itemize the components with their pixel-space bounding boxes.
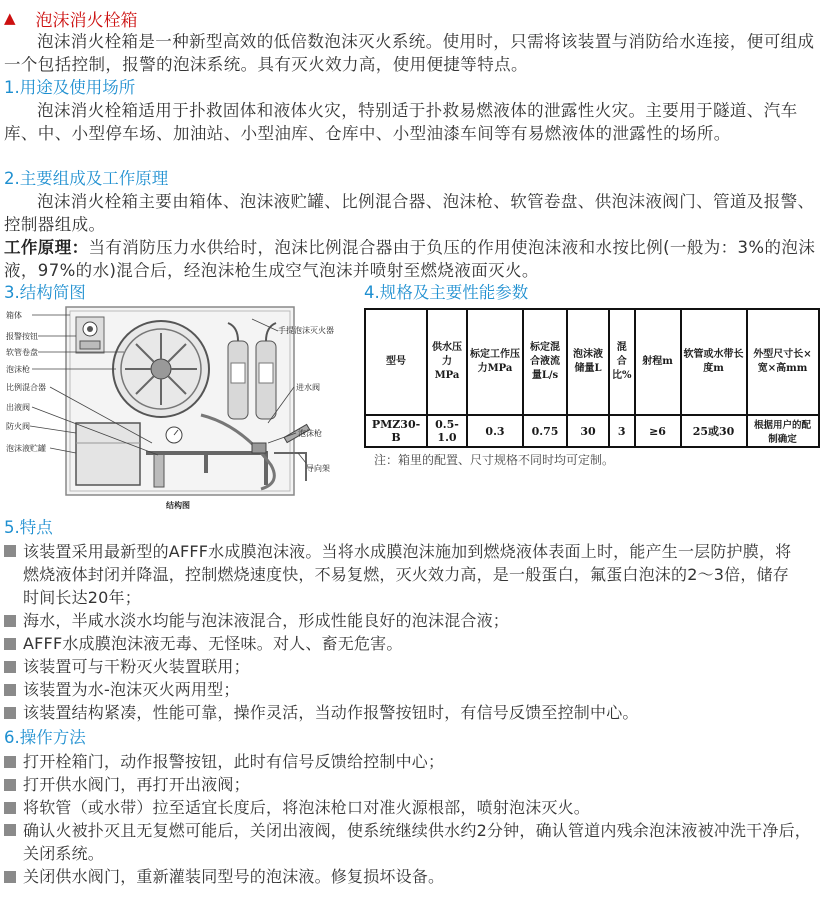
diagram-label-left-3: 泡沫枪 bbox=[6, 365, 30, 374]
square-bullet-icon bbox=[4, 756, 16, 768]
page-title: 泡沫消火栓箱 bbox=[35, 10, 138, 31]
square-bullet-icon bbox=[4, 779, 16, 791]
diagram-label-right-1: 进水阀 bbox=[296, 383, 320, 392]
operation-item bbox=[4, 750, 828, 773]
feature-item bbox=[4, 678, 828, 701]
square-bullet-icon bbox=[4, 802, 16, 814]
diagram-label-left-0: 箱体 bbox=[6, 311, 22, 320]
square-bullet-icon bbox=[4, 707, 16, 719]
spec-data-cell: 根据用户的配制确定 bbox=[747, 415, 819, 447]
operation-text: 确认火被扑灭且无复燃可能后，关闭出液阀，使系统继续供水约2分钟，确认管道内残余泡沫液被冲洗干净后，关闭系统。 bbox=[23, 821, 811, 863]
square-bullet-icon bbox=[4, 824, 16, 836]
section-3-heading: 3.结构简图 bbox=[4, 283, 86, 302]
diagram-label-left-4: 比例混合器 bbox=[6, 383, 46, 392]
section-2-heading: 2.主要组成及工作原理 bbox=[4, 169, 169, 188]
spec-table bbox=[364, 308, 820, 448]
spec-header-cell: 外型尺寸长×宽×高mm bbox=[747, 309, 819, 415]
section-1-heading: 1.用途及使用场所 bbox=[4, 78, 136, 97]
square-bullet-icon bbox=[4, 661, 16, 673]
spec-table-wrap bbox=[364, 308, 820, 448]
feature-item bbox=[4, 540, 828, 609]
operation-item bbox=[4, 773, 828, 796]
operation-text: 关闭供水阀门，重新灌装同型号的泡沫液。修复损坏设备。 bbox=[23, 867, 445, 886]
square-bullet-icon bbox=[4, 871, 16, 883]
spec-table-data-row bbox=[365, 415, 819, 447]
diagram-label-left-2: 软管卷盘 bbox=[6, 348, 38, 357]
spec-header-cell: 泡沫液储量L bbox=[567, 309, 609, 415]
feature-item bbox=[4, 655, 828, 678]
square-bullet-icon bbox=[4, 615, 16, 627]
spec-header-cell: 标定工作压力MPa bbox=[467, 309, 523, 415]
principle-text: 当有消防压力水供给时，泡沫比例混合器由于负压的作用使泡沫液和水按比例(一般为：3%的泡沫液，97%的水)混合后，经泡沫枪生成空气泡沫并喷射至燃烧液面灭火。 bbox=[4, 238, 816, 280]
spec-data-cell: 25或30 bbox=[681, 415, 747, 447]
operation-item bbox=[4, 865, 828, 888]
section-4-heading: 4.规格及主要性能参数 bbox=[364, 283, 529, 302]
operation-text: 打开供水阀门，再打开出液阀； bbox=[23, 775, 250, 794]
diagram-label-left-1: 报警按钮 bbox=[6, 332, 38, 341]
spec-header-cell: 软管或水带长度m bbox=[681, 309, 747, 415]
diagram-label-right-0: 手提泡沫灭火器 bbox=[278, 326, 334, 335]
feature-text: AFFF水成膜泡沫液无毒、无怪味。对人、畜无危害。 bbox=[23, 634, 403, 653]
spec-data-cell: 0.75 bbox=[523, 415, 567, 447]
feature-text: 该装置为水-泡沫灭火两用型； bbox=[23, 680, 240, 699]
operation-text: 将软管（或水带）拉至适宜长度后，将泡沫枪口对准火源根部，喷射泡沫灭火。 bbox=[23, 798, 591, 817]
spec-header-cell: 型号 bbox=[365, 309, 427, 415]
spec-data-cell: 30 bbox=[567, 415, 609, 447]
feature-text: 该装置结构紧凑，性能可靠，操作灵活，当动作报警按钮时，有信号反馈至控制中心。 bbox=[23, 703, 639, 722]
spec-data-cell: PMZ30-B bbox=[365, 415, 427, 447]
working-principle bbox=[4, 236, 828, 282]
section-1-text: 泡沫消火栓箱适用于扑救固体和液体火灾，特别适于扑救易燃液体的泄露性火灾。主要用于隧道、汽车库、中、小型停车场、加油站、小型油库、仓库中、小型油漆车间等有易燃液体的泄露性的场所。 bbox=[4, 101, 798, 143]
operation-item bbox=[4, 796, 828, 819]
spec-data-cell: ≥6 bbox=[635, 415, 681, 447]
triangle-icon: ▲ bbox=[4, 9, 16, 27]
spec-table-header-row bbox=[365, 309, 819, 415]
operation-list bbox=[4, 750, 828, 888]
feature-item bbox=[4, 632, 828, 655]
title-row bbox=[4, 6, 138, 30]
operation-item bbox=[4, 819, 828, 865]
square-bullet-icon bbox=[4, 684, 16, 696]
diagram-label-right-2: 泡沫枪 bbox=[298, 429, 322, 438]
feature-item bbox=[4, 701, 828, 724]
spec-header-cell: 混合比% bbox=[609, 309, 635, 415]
intro-paragraph: 泡沫消火栓箱是一种新型高效的低倍数泡沫灭火系统。使用时，只需将该装置与消防给水连接，便可组成一个包括控制，报警的泡沫系统。具有灭火效力高，使用便捷等特点。 bbox=[4, 32, 815, 74]
principle-label: 工作原理： bbox=[4, 238, 89, 257]
spec-data-cell: 0.3 bbox=[467, 415, 523, 447]
structure-diagram bbox=[6, 303, 356, 515]
square-bullet-icon bbox=[4, 638, 16, 650]
spec-header-cell: 射程m bbox=[635, 309, 681, 415]
diagram-caption: 结构图 bbox=[166, 501, 190, 510]
square-bullet-icon bbox=[4, 545, 16, 557]
section-2-text: 泡沫消火栓箱主要由箱体、泡沫液贮罐、比例混合器、泡沫枪、软管卷盘、供泡沫液阀门、管道及报警、控制器组成。 bbox=[4, 192, 815, 234]
diagram-label-right-3: 导向架 bbox=[306, 464, 330, 473]
spec-data-cell: 3 bbox=[609, 415, 635, 447]
section-6-heading: 6.操作方法 bbox=[4, 728, 86, 747]
spec-data-cell: 0.5-1.0 bbox=[427, 415, 467, 447]
feature-text: 海水，半咸水淡水均能与泡沫液混合，形成性能良好的泡沫混合液； bbox=[23, 611, 510, 630]
spec-note: 注：箱里的配置、尺寸规格不同时均可定制。 bbox=[374, 453, 615, 467]
feature-text: 该装置采用最新型的AFFF水成膜泡沫液。当将水成膜泡沫施加到燃烧液体表面上时，能产生一层防护膜，将燃烧液体封闭并降温，控制燃烧速度快，不易复燃，灭火效力高，是一般蛋白，氟蛋白泡沫的2～3倍，储存时间长达20年； bbox=[23, 542, 792, 607]
diagram-label-left-6: 防火阀 bbox=[6, 422, 30, 431]
diagram-label-left-5: 出液阀 bbox=[6, 403, 30, 412]
feature-item bbox=[4, 609, 828, 632]
operation-text: 打开栓箱门，动作报警按钮，此时有信号反馈给控制中心； bbox=[23, 752, 445, 771]
foam-tank-shape bbox=[76, 423, 140, 485]
feature-text: 该装置可与干粉灭火装置联用； bbox=[23, 657, 250, 676]
spec-header-cell: 标定混合液流量L/s bbox=[523, 309, 567, 415]
features-list bbox=[4, 540, 828, 724]
section-5-heading: 5.特点 bbox=[4, 518, 53, 537]
diagram-label-left-7: 泡沫液贮罐 bbox=[6, 444, 46, 453]
spec-header-cell: 供水压力MPa bbox=[427, 309, 467, 415]
